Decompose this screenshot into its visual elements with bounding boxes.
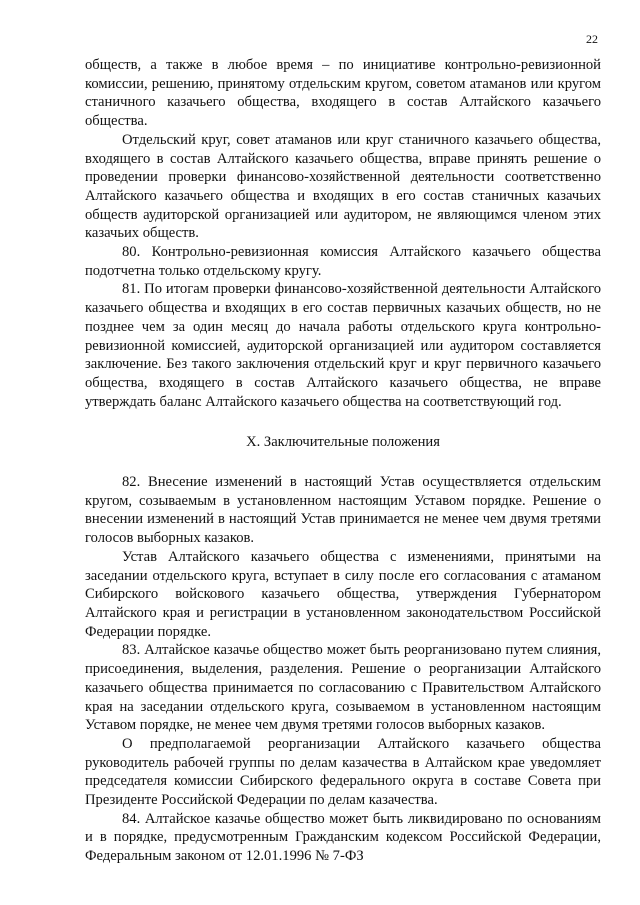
paragraph-continuation: обществ, а также в любое время – по инициативе контрольно-ревизионной комиссии, решению, принятому отдельским кругом, советом атаманов или кругом станичного казачьего общества, входящего в состав Алтайского казачьего общества. xyxy=(85,57,601,130)
page-number: 22 xyxy=(586,32,598,46)
paragraph-reorganization-notice: О предполагаемой реорганизации Алтайского казачьего общества руководитель рабочей группы по делам казачества в Алтайском крае уведомляет председателя комиссии Сибирского федерального округа в составе Совета при Президенте Российской Федерации по делам казачества. xyxy=(85,735,601,809)
paragraph-charter-changes: Устав Алтайского казачьего общества с изменениями, принятыми на заседании отдельского круга, вступает в силу после его согласования с атаманом Сибирского войскового казачьего общества, утверждения Губернатором Алтайского края и регистрации в установленном законодательством Российской Федерации порядке. xyxy=(85,548,601,640)
paragraph-84: 84. Алтайское казачье общество может быть ликвидировано по основаниям и в порядке, предусмотренным Гражданским кодексом Российской Федерации, Федеральным законом от 12.01.1996 № 7-ФЗ xyxy=(85,810,601,865)
paragraph-audit-decision: Отдельский круг, совет атаманов или круг станичного казачьего общества, входящего в состав Алтайского казачьего общества, вправе принять решение о проведении проверки финансово-хозяйственной деятельности соответственно Алтайского казачьего общества и входящих в его состав станичных казачьих обществ аудиторской организацией или аудитором, не являющимся членом этих казачьих обществ. xyxy=(85,131,601,242)
document-body xyxy=(85,56,601,866)
paragraph-82: 82. Внесение изменений в настоящий Устав осуществляется отдельским кругом, созываемым в установленном настоящим Уставом порядке. Решение о внесении изменений в настоящий Устав принимается не менее чем двумя третями голосов выборных казаков. xyxy=(85,474,601,547)
paragraph-83: 83. Алтайское казачье общество может быть реорганизовано путем слияния, присоединения, выделения, разделения. Решение о реорганизации Алтайского казачьего общества принимается по согласованию с Правительством Алтайского края на заседании отдельского круга, созываемом в установленном настоящим Уставом порядке, не менее чем двумя третями голосов выборных казаков. xyxy=(85,642,601,734)
paragraph-80: 80. Контрольно-ревизионная комиссия Алтайского казачьего общества подотчетна только отдельскому кругу. xyxy=(85,244,601,279)
section-heading: X. Заключительные положения xyxy=(246,434,440,451)
paragraph-81: 81. По итогам проверки финансово-хозяйственной деятельности Алтайского казачьего общества и входящих в его состав первичных казачьих обществ, но не позднее чем за один месяц до начала работы отдельского круга контрольно-ревизионной комиссией, аудиторской организацией или аудитором составляется заключение. Без такого заключения отдельский круг и круг первичного казачьего общества, входящего в состав Алтайского казачьего общества, не вправе утверждать баланс Алтайского казачьего общества на соответствующий год. xyxy=(85,281,601,410)
